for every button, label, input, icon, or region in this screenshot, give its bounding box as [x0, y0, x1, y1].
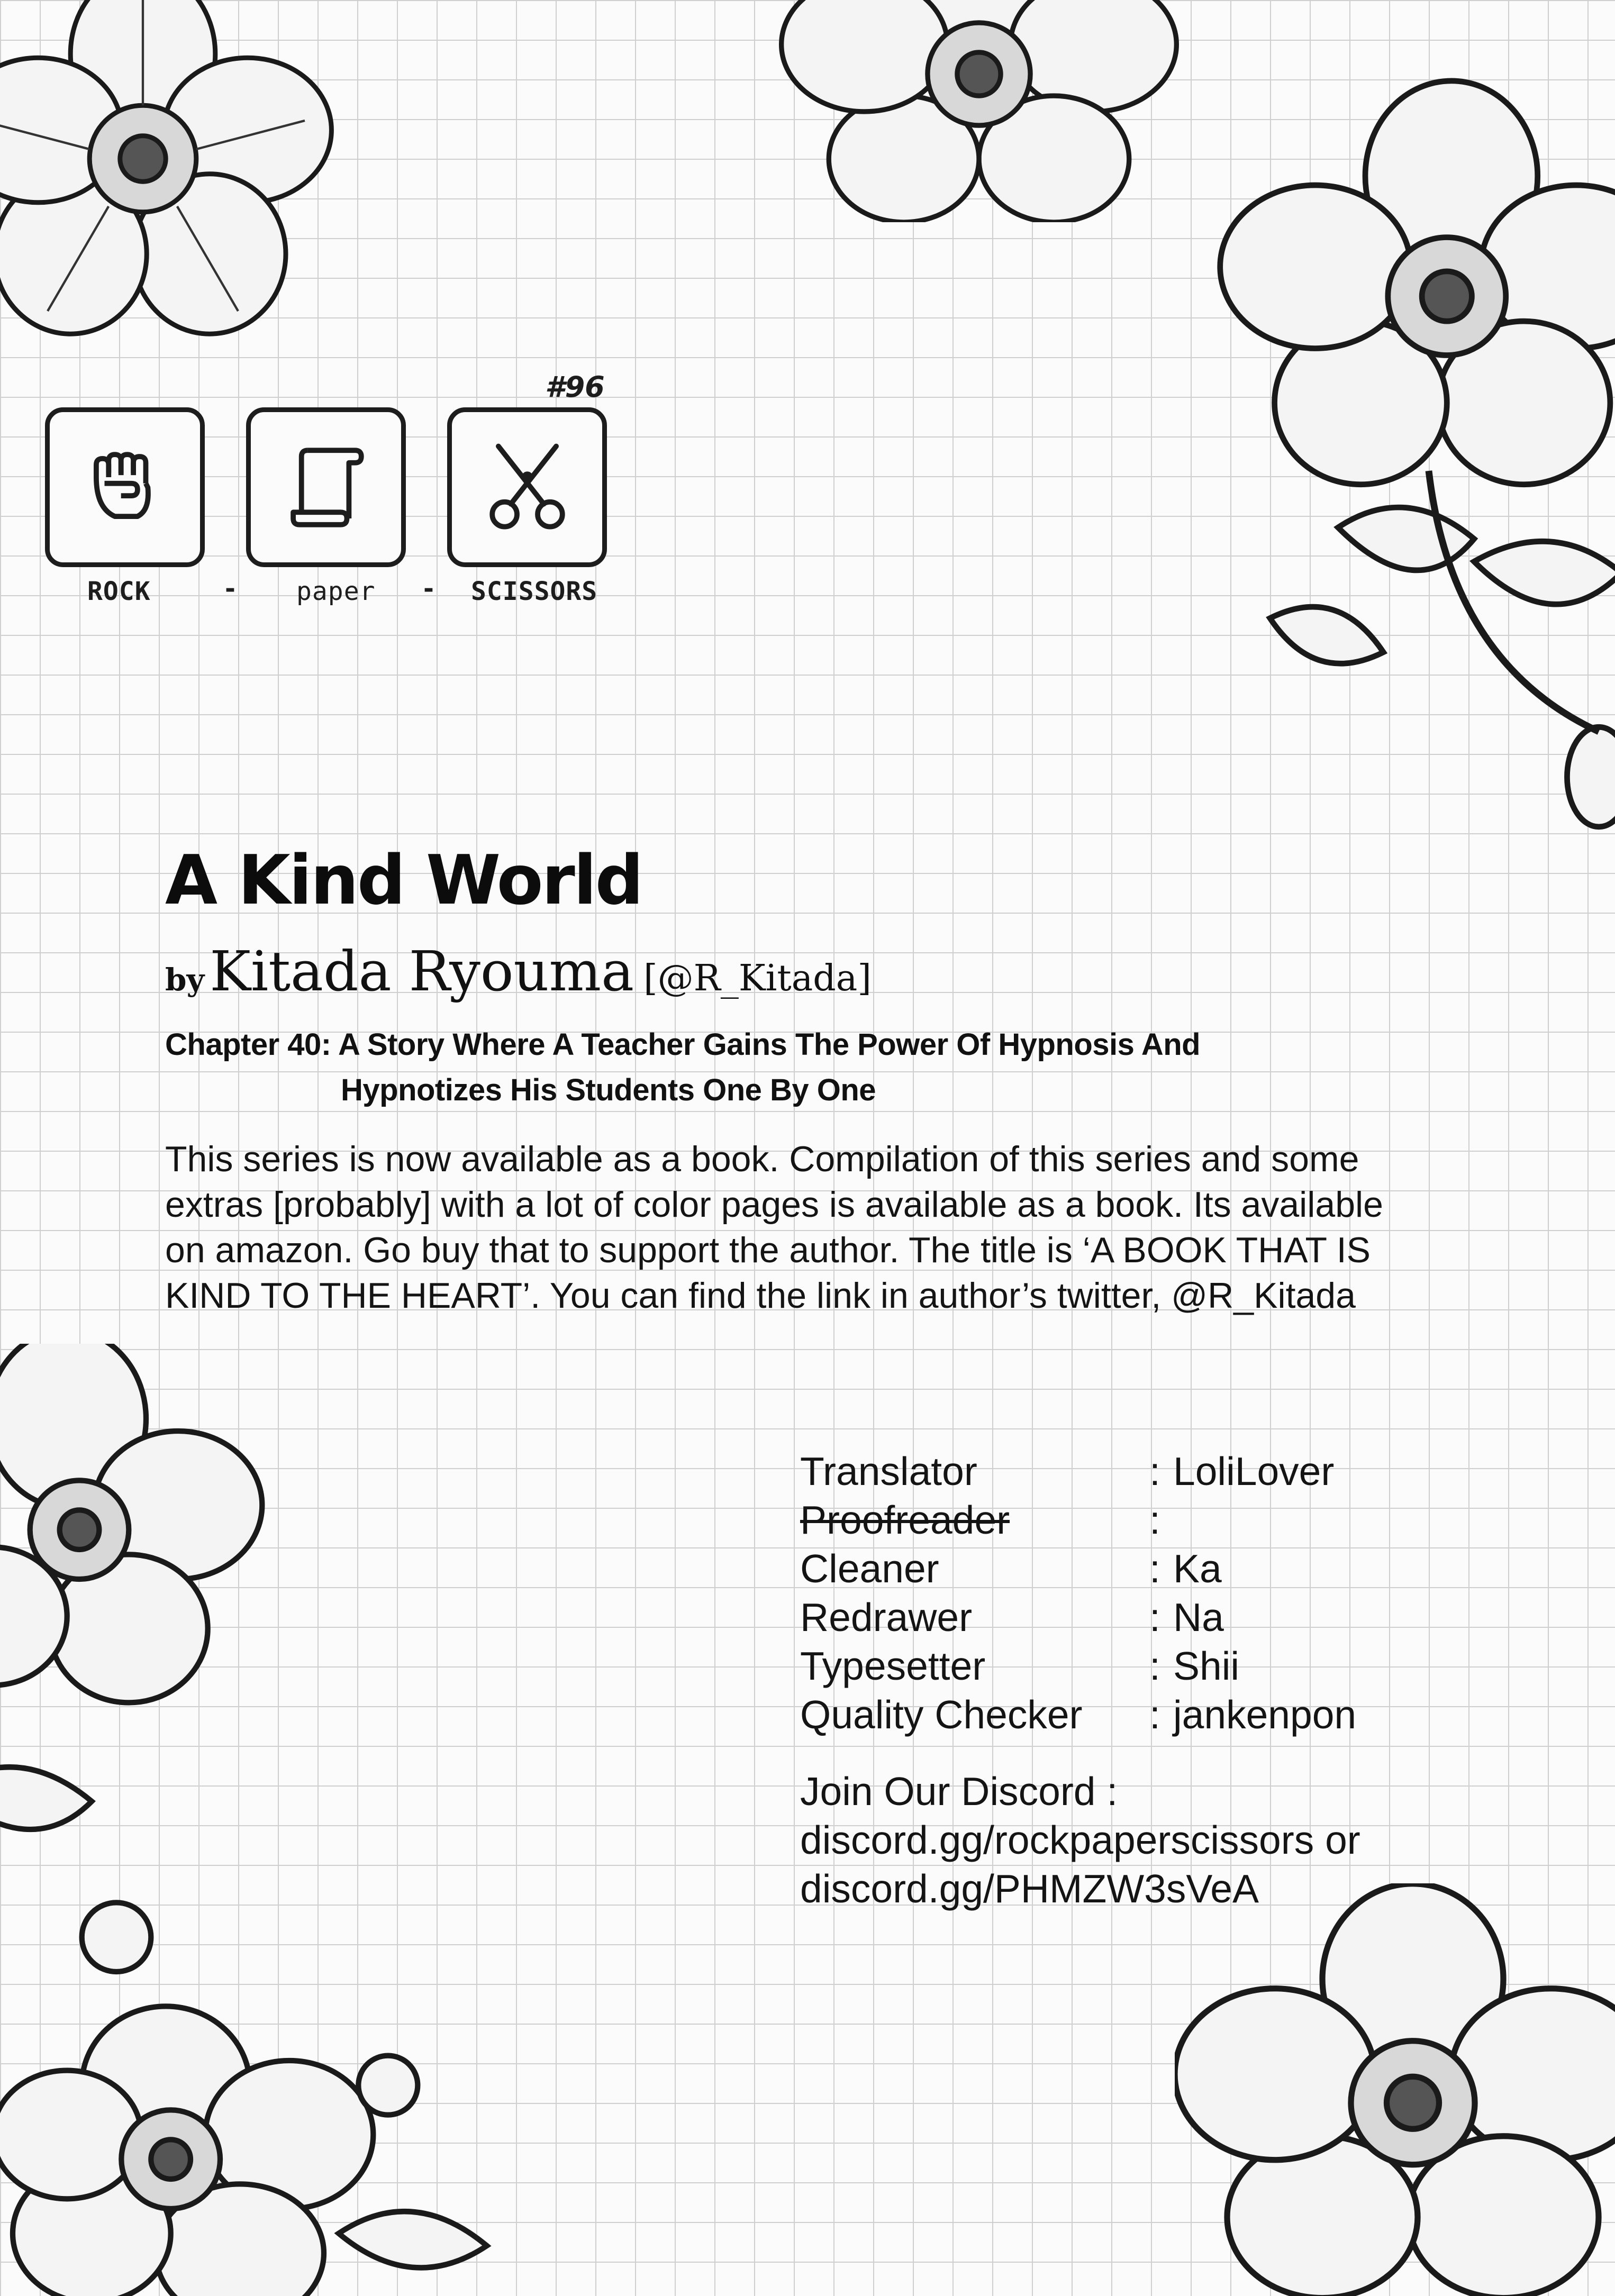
chapter-line-2: Hypnotizes His Students One By One	[341, 1073, 876, 1107]
credit-colon: :	[1149, 1644, 1160, 1688]
flower-icon	[0, 0, 349, 349]
logo-separator: -	[225, 574, 235, 604]
logo-word-rock: ROCK	[87, 577, 151, 606]
flower-icon	[1201, 74, 1615, 868]
credit-row	[800, 1642, 1356, 1690]
credits-list	[800, 1447, 1356, 1739]
logo-paper-badge	[246, 407, 406, 567]
logo-word-scissors: SCISSORS	[471, 577, 598, 606]
logo-scissors-badge	[447, 407, 607, 567]
author-handle: [@R_Kitada]	[643, 958, 872, 999]
credit-colon: :	[1149, 1498, 1160, 1542]
credit-colon: :	[1149, 1449, 1160, 1493]
discord-link-2[interactable]: discord.gg/PHMZW3sVeA	[800, 1866, 1259, 1911]
flower-illustration-bottom-left	[0, 1344, 635, 2296]
author-name: Kitada Ryouma	[210, 939, 634, 1004]
discord-link-1[interactable]: discord.gg/rockpaperscissors or	[800, 1818, 1360, 1862]
flower-icon	[0, 1344, 635, 2296]
author-byline	[165, 939, 872, 1004]
chapter-line-1: Chapter 40: A Story Where A Teacher Gains The Power Of Hypnosis And	[165, 1027, 1201, 1062]
credit-name: Na	[1173, 1595, 1224, 1639]
discord-info	[800, 1767, 1360, 1913]
flower-illustration-top-left	[0, 0, 349, 349]
chapter-heading	[165, 1022, 1200, 1113]
credit-role: Translator	[800, 1449, 977, 1493]
credit-role: Cleaner	[800, 1546, 939, 1591]
credit-role: Proofreader	[800, 1498, 1010, 1542]
credit-name: Shii	[1173, 1644, 1240, 1688]
credit-name: Ka	[1173, 1546, 1222, 1591]
scroll-icon	[275, 436, 378, 539]
logo-number: #96	[545, 370, 605, 404]
credit-row	[800, 1690, 1356, 1739]
book-notice: This series is now available as a book. Compilation of this series and some extras [probably] with a lot of color pages is available as a book. Its available on amazon. Go buy that to support the author. The title is ‘A BOOK THAT IS KIND TO THE HEART’. You can find the link in author’s twitter, @R_Kitada	[165, 1139, 1383, 1316]
flower-illustration-bottom-right	[1175, 1883, 1615, 2296]
credit-role: Quality Checker	[800, 1692, 1083, 1737]
fist-icon	[74, 436, 177, 539]
credit-row	[800, 1447, 1356, 1496]
credit-row	[800, 1593, 1356, 1642]
credit-name: jankenpon	[1173, 1692, 1357, 1737]
scissors-icon	[476, 436, 579, 539]
credit-row	[800, 1496, 1356, 1544]
credit-colon: :	[1149, 1692, 1160, 1737]
flower-illustration-top-center	[773, 0, 1185, 222]
credit-role: Redrawer	[800, 1595, 973, 1639]
logo-rock-badge	[45, 407, 205, 567]
page-title: A Kind World	[165, 841, 642, 920]
group-logo	[45, 370, 627, 619]
credit-row	[800, 1544, 1356, 1593]
credit-colon: :	[1149, 1546, 1160, 1591]
credit-colon: :	[1149, 1595, 1160, 1639]
flower-icon	[1175, 1883, 1615, 2296]
flower-icon	[773, 0, 1185, 222]
logo-word-paper: paper	[296, 577, 376, 606]
credit-role: Typesetter	[800, 1644, 986, 1688]
flower-illustration-top-right	[1201, 74, 1615, 868]
credit-name: LoliLover	[1173, 1449, 1335, 1493]
discord-heading: Join Our Discord :	[800, 1769, 1118, 1814]
logo-separator: -	[423, 574, 434, 604]
by-label: by	[165, 962, 205, 998]
